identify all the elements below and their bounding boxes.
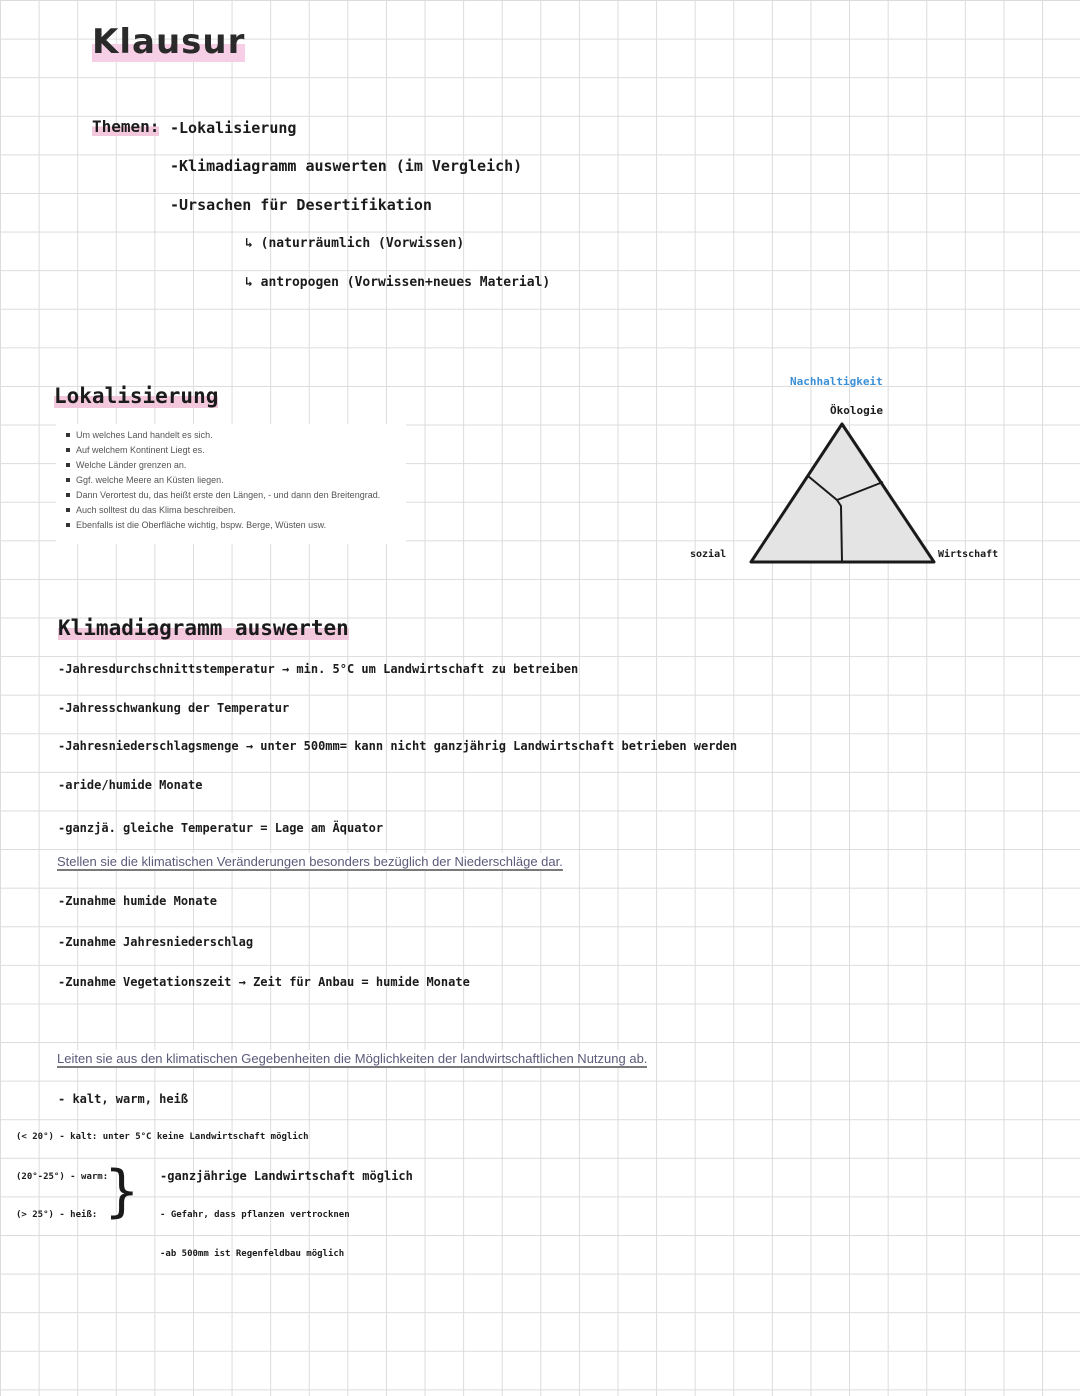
answer-kalt: (< 20°) - kalt: unter 5°C keine Landwirtschaft möglich (16, 1132, 309, 1142)
page-title: Klausur (92, 22, 246, 62)
lokalisierung-bullet: Ggf. welche Meere an Küsten liegen. (66, 475, 406, 485)
task-landwirtschaftliche-nutzung: Leiten sie aus den klimatischen Gegebenheiten die Möglichkeiten der landwirtschaftlichen Nutzung ab. (57, 1051, 648, 1066)
lokalisierung-heading: Lokalisierung (54, 384, 219, 408)
themen-item-klimadiagramm: -Klimadiagramm auswerten (im Vergleich) (170, 157, 523, 175)
diagram-label-wirtschaft: Wirtschaft (938, 549, 999, 560)
answer-humide-monate: -Zunahme humide Monate (58, 894, 217, 908)
lokalisierung-bullet: Ebenfalls ist die Oberfläche wichtig, bspw. Berge, Wüsten usw. (66, 520, 406, 530)
sustainability-triangle (745, 420, 940, 568)
answer-regenfeldbau: -ab 500mm ist Regenfeldbau möglich (160, 1249, 345, 1259)
answer-jahresniederschlag: -Zunahme Jahresniederschlag (58, 935, 254, 949)
answer-vegetationszeit: -Zunahme Vegetationszeit → Zeit für Anbau = humide Monate (58, 975, 470, 989)
themen-subitem-naturraeumlich: ↳ (naturräumlich (Vorwissen) (245, 236, 465, 251)
lokalisierung-bullet: Dann Verortest du, das heißt erste den Längen, - und dann den Breitengrad. (66, 490, 406, 500)
answer-warm: (20°-25°) - warm: (16, 1172, 109, 1182)
answer-heiss: (> 25°) - heiß: (16, 1210, 98, 1220)
klima-heading: Klimadiagramm auswerten (58, 616, 349, 640)
lokalisierung-bullet: Auf welchem Kontinent Liegt es. (66, 445, 406, 455)
answer-vertrocknen: - Gefahr, dass pflanzen vertrocknen (160, 1210, 350, 1220)
lokalisierung-bullet-list (56, 424, 406, 530)
themen-item-desertifikation: -Ursachen für Desertifikation (170, 196, 432, 214)
diagram-label-sozial: sozial (690, 549, 727, 560)
themen-subitem-antropogen: ↳ antropogen (Vorwissen+neues Material) (245, 275, 551, 290)
task-klimaveraenderungen: Stellen sie die klimatischen Veränderungen besonders bezüglich der Niederschläge dar. (57, 854, 563, 869)
lokalisierung-bullet: Auch solltest du das Klima beschreiben. (66, 505, 406, 515)
answer-ganzjaehrig: -ganzjährige Landwirtschaft möglich (160, 1169, 413, 1183)
diagram-label-oekologie: Ökologie (830, 404, 883, 417)
lokalisierung-bullet: Um welches Land handelt es sich. (66, 430, 406, 440)
lokalisierung-list-box (56, 424, 406, 544)
themen-item-lokalisierung: -Lokalisierung (170, 119, 297, 137)
klima-line-aequator: -ganzjä. gleiche Temperatur = Lage am Äquator (58, 821, 384, 835)
klima-line-jahresschwankung: -Jahresschwankung der Temperatur (58, 701, 290, 715)
diagram-title: Nachhaltigkeit (790, 375, 883, 388)
lokalisierung-bullet: Welche Länder grenzen an. (66, 460, 406, 470)
klima-line-jahresdurchschnitt: -Jahresdurchschnittstemperatur → min. 5°C um Landwirtschaft zu betreiben (58, 662, 579, 676)
answer-kalt-warm-heiss: - kalt, warm, heiß (58, 1092, 189, 1106)
curly-brace-icon: } (104, 1159, 140, 1224)
klima-line-niederschlag: -Jahresniederschlagsmenge → unter 500mm= kann nicht ganzjährig Landwirtschaft betrieben werden (58, 739, 738, 753)
klima-line-aride-humide: -aride/humide Monate (58, 778, 203, 792)
themen-label: Themen: (92, 117, 160, 136)
